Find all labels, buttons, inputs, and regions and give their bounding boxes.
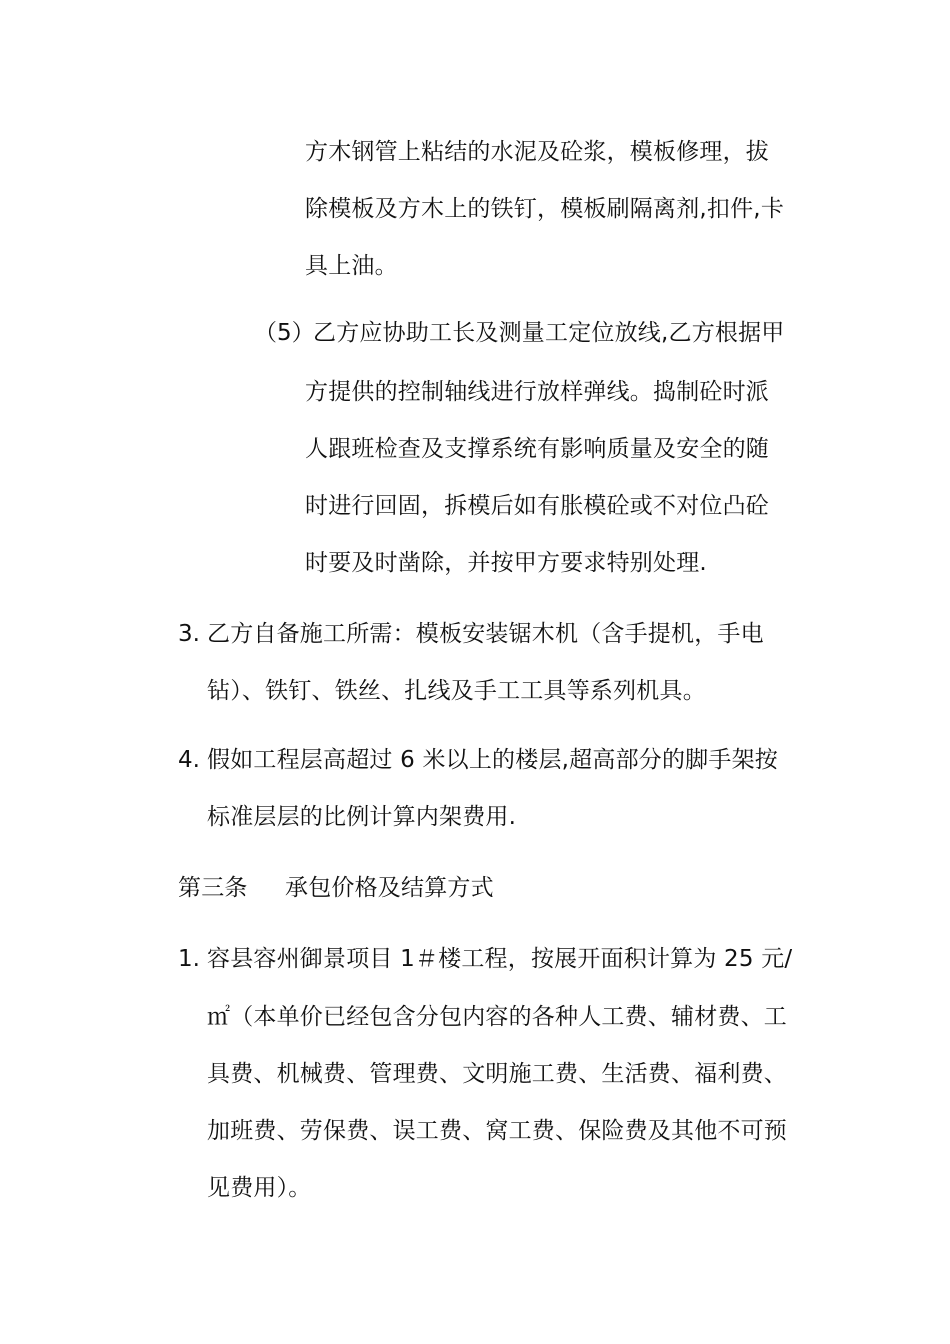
paragraph-line: 人跟班检查及支撑系统有影响质量及安全的随 — [305, 436, 769, 462]
paragraph-line: 标准层层的比例计算内架费用. — [207, 804, 517, 830]
paragraph-line: 加班费、劳保费、误工费、窝工费、保险费及其他不可预 — [207, 1118, 787, 1144]
paragraph-line: 乙方应协助工长及测量工定位放线,乙方根据甲 — [313, 320, 785, 346]
article-label: 第三条 — [178, 875, 248, 901]
paragraph-line: 钻）、铁钉、铁丝、扎线及手工工具等系列机具。 — [207, 678, 706, 704]
paragraph-line: 方木钢管上粘结的水泥及砼浆，模板修理，拔 — [305, 139, 769, 165]
paragraph-line: 假如工程层高超过 6 米以上的楼层,超高部分的脚手架按 — [207, 747, 778, 773]
paragraph-line: 见费用）。 — [207, 1175, 312, 1201]
paragraph-line: 时要及时凿除，并按甲方要求特别处理. — [305, 550, 707, 576]
list-item-number: 4. — [178, 747, 200, 773]
paragraph-line: 时进行回固，拆模后如有胀模砼或不对位凸砼 — [305, 493, 769, 519]
paragraph-line: ㎡（本单价已经包含分包内容的各种人工费、辅材费、工 — [207, 1004, 787, 1030]
paragraph-line: 具上油。 — [305, 253, 398, 279]
paragraph-line: 容县容州御景项目 1＃楼工程，按展开面积计算为 25 元/ — [207, 946, 793, 972]
paragraph-line: 具费、机械费、管理费、文明施工费、生活费、福利费、 — [207, 1061, 787, 1087]
article-title: 承包价格及结算方式 — [285, 875, 494, 901]
list-item-number: 1. — [178, 946, 200, 972]
sub-item-number: （5） — [254, 320, 315, 346]
list-item-number: 3. — [178, 621, 200, 647]
paragraph-line: 除模板及方木上的铁钉，模板刷隔离剂,扣件,卡 — [305, 196, 785, 222]
paragraph-line: 乙方自备施工所需：模板安装锯木机（含手提机，手电 — [207, 621, 764, 647]
paragraph-line: 方提供的控制轴线进行放样弹线。捣制砼时派 — [305, 379, 769, 405]
